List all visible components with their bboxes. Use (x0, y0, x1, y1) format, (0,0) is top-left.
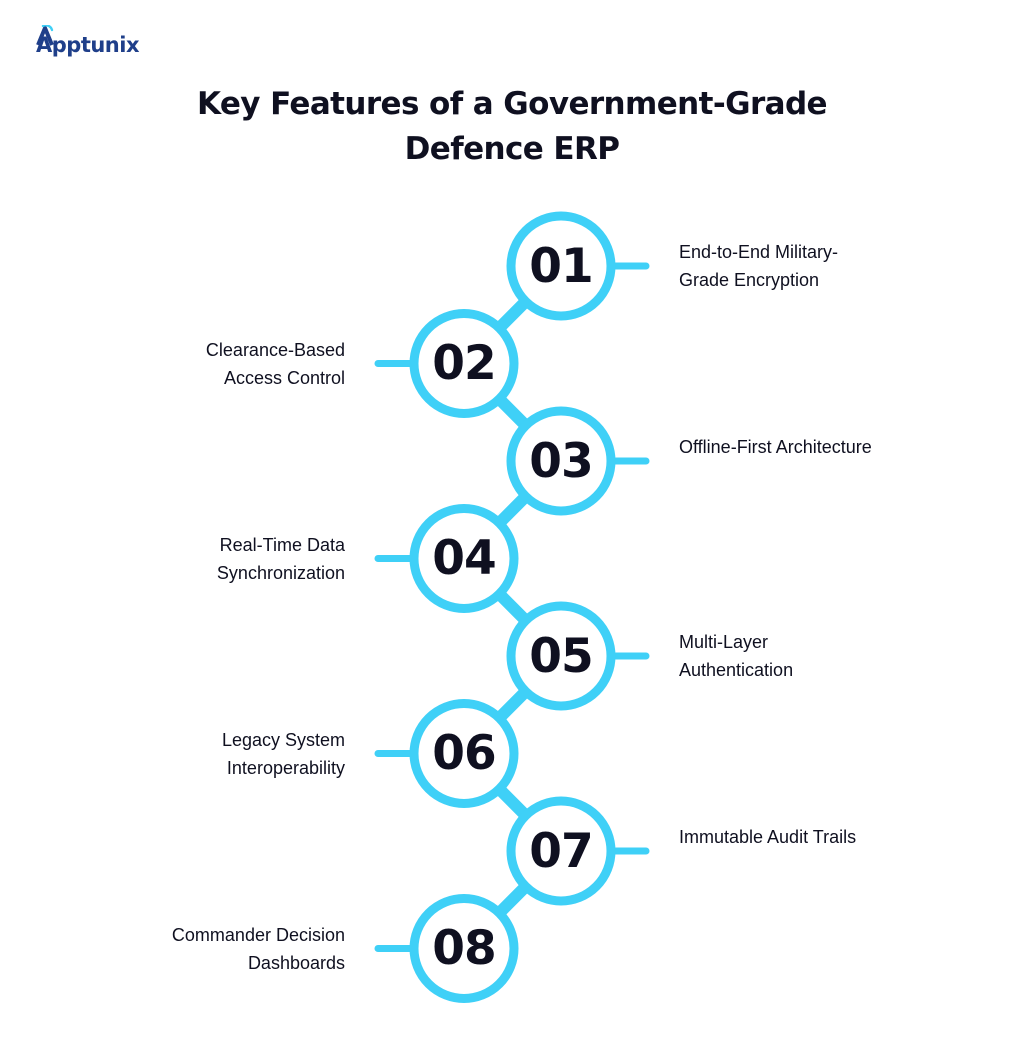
step-number: 07 (529, 823, 593, 879)
step-label: Multi-Layer Authentication (679, 632, 794, 680)
step-number: 06 (432, 726, 496, 781)
step-number: 01 (529, 238, 593, 294)
step-number: 04 (432, 531, 496, 586)
step-label: Real-Time Data Synchronization (216, 534, 345, 583)
step-label: Immutable Audit Trails (679, 827, 857, 847)
title-line-2: Defence ERP (404, 131, 620, 167)
step-number: 05 (529, 628, 593, 684)
step-label: Legacy System Interoperability (221, 729, 345, 778)
step-label: Clearance-Based Access Control (205, 339, 345, 388)
step-label: End-to-End Military-Grade Encryption (679, 242, 839, 290)
step-number: 08 (432, 921, 496, 976)
step-number: 03 (529, 433, 593, 489)
title-line-1: Key Features of a Government-Grade (197, 86, 827, 122)
step-label: Commander Decision Dashboards (171, 924, 345, 973)
step-number: 02 (432, 336, 496, 391)
logo-text: Apptunix (36, 33, 139, 57)
step-label: Offline-First Architecture (679, 437, 872, 457)
